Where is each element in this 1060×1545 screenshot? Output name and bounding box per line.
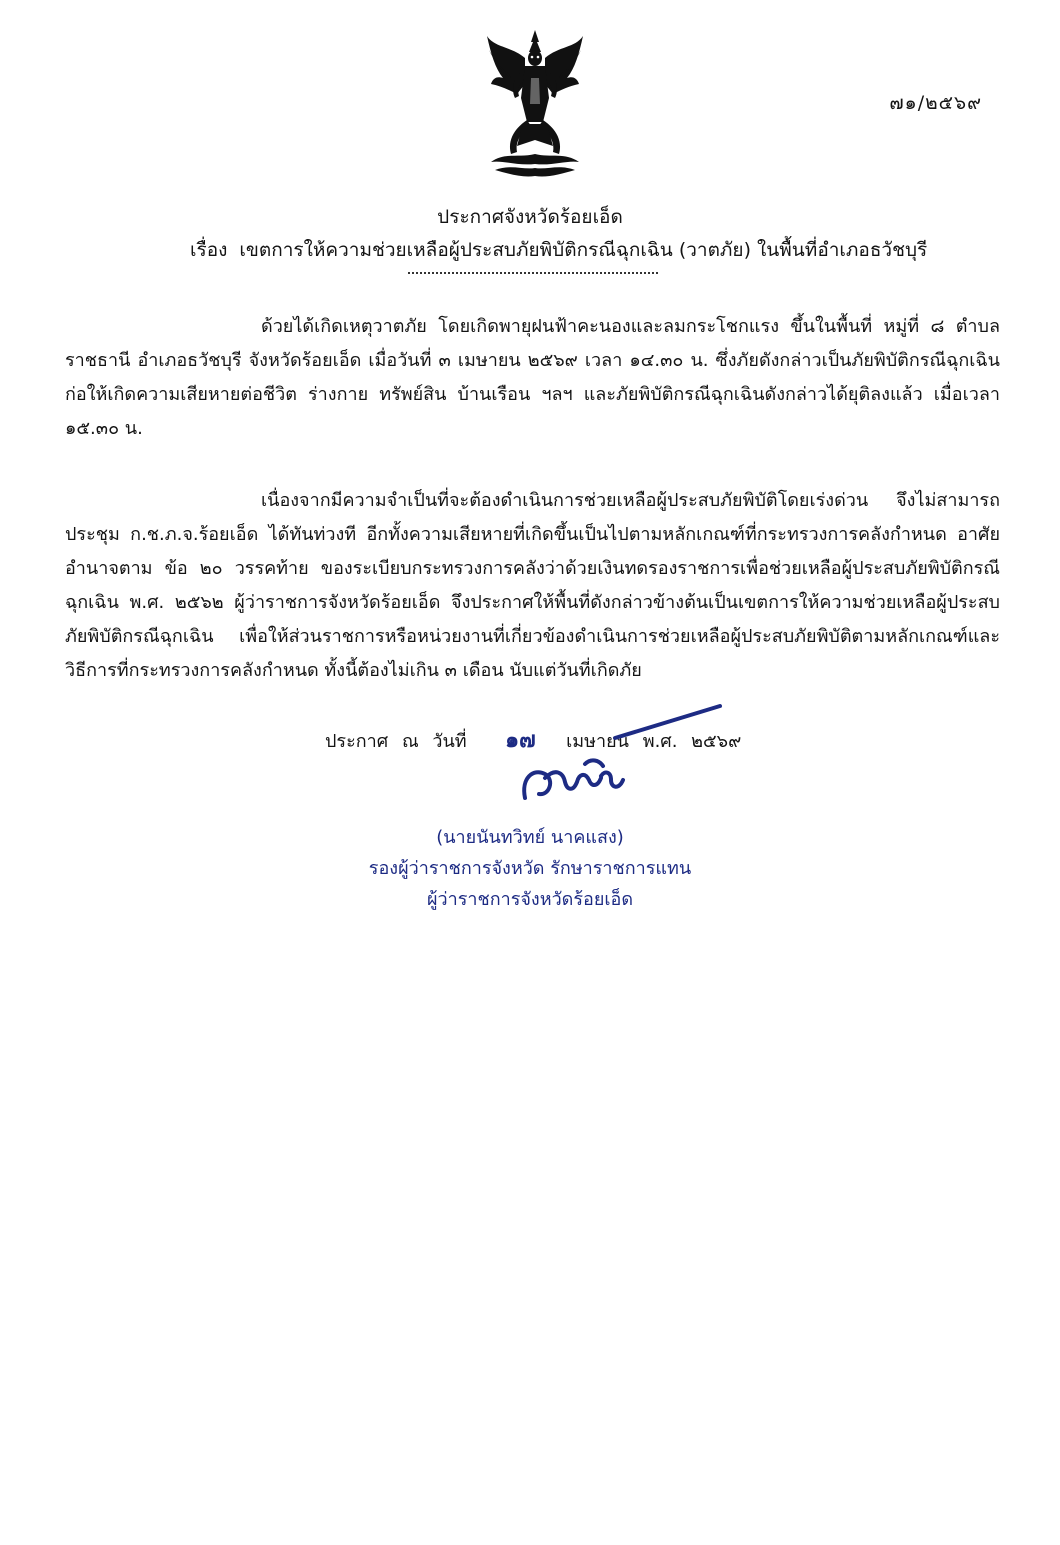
date-day-handwritten: ๑๗	[505, 727, 536, 753]
signer-position-2: ผู้ว่าราชการจังหวัดร้อยเอ็ด	[426, 889, 634, 910]
page-title: ประกาศจังหวัดร้อยเอ็ด	[437, 206, 623, 228]
garuda-emblem-icon	[485, 28, 585, 188]
date-at: ณ	[401, 731, 419, 752]
date-year: ๒๕๖๙	[691, 731, 742, 752]
signer-name: (นายนันทวิทย์ นาคแสง)	[436, 827, 624, 848]
handwritten-signature-icon	[515, 698, 725, 808]
subject-text: เขตการให้ความช่วยเหลือผู้ประสบภัยพิบัติกรณีฉุกเฉิน (วาตภัย) ในพื้นที่อำเภอธวัชบุรี	[239, 239, 928, 261]
subject-line	[190, 235, 927, 265]
signature-block	[280, 822, 780, 915]
body-paragraph-1: ด้วยได้เกิดเหตุวาตภัย โดยเกิดพายุฝนฟ้าคะนองและลมกระโชกแรง ขึ้นในพื้นที่ หมู่ที่ ๘ ตำบลราชธานี อำเภอธวัชบุรี จังหวัดร้อยเอ็ด เมื่อวันที่ ๓ เมษายน ๒๕๖๙ เวลา ๑๔.๓๐ น. ซึ่งภัยดังกล่าวเป็นภัยพิบัติกรณีฉุกเฉินก่อให้เกิดความเสียหายต่อชีวิต ร่างกาย ทรัพย์สิน บ้านเรือน ฯลฯ และภัยพิบัติกรณีฉุกเฉินดังกล่าวได้ยุติลงแล้ว เมื่อเวลา ๑๕.๓๐ น.	[65, 316, 1000, 439]
date-era: พ.ศ.	[642, 731, 678, 752]
dotted-separator	[408, 272, 658, 274]
document-number: ๗๑/๒๕๖๙	[889, 92, 982, 114]
date-day-label: วันที่	[432, 731, 467, 752]
subject-label: เรื่อง	[190, 239, 228, 261]
body-paragraph-2: เนื่องจากมีความจำเป็นที่จะต้องดำเนินการช่วยเหลือผู้ประสบภัยพิบัติโดยเร่งด่วน จึงไม่สามารถประชุม ก.ช.ภ.จ.ร้อยเอ็ด ได้ทันท่วงที อีกทั้งความเสียหายที่เกิดขึ้นเป็นไปตามหลักเกณฑ์ที่กระทรวงการคลังกำหนด อาศัยอำนาจตาม ข้อ ๒๐ วรรคท้าย ของระเบียบกระทรวงการคลังว่าด้วยเงินทดรองราชการเพื่อช่วยเหลือผู้ประสบภัยพิบัติกรณีฉุกเฉิน พ.ศ. ๒๕๖๒ ผู้ว่าราชการจังหวัดร้อยเอ็ด จึงประกาศให้พื้นที่ดังกล่าวข้างต้นเป็นเขตการให้ความช่วยเหลือผู้ประสบภัยพิบัติกรณีฉุกเฉิน เพื่อให้ส่วนราชการหรือหน่วยงานที่เกี่ยวข้องดำเนินการช่วยเหลือผู้ประสบภัยพิบัติตามหลักเกณฑ์และวิธีการที่กระทรวงการคลังกำหนด ทั้งนี้ต้องไม่เกิน ๓ เดือน นับแต่วันที่เกิดภัย	[65, 490, 1000, 681]
signer-position-1: รองผู้ว่าราชการจังหวัด รักษาราชการแทน	[368, 858, 692, 879]
date-month: เมษายน	[566, 731, 629, 752]
date-prefix: ประกาศ	[325, 731, 389, 752]
